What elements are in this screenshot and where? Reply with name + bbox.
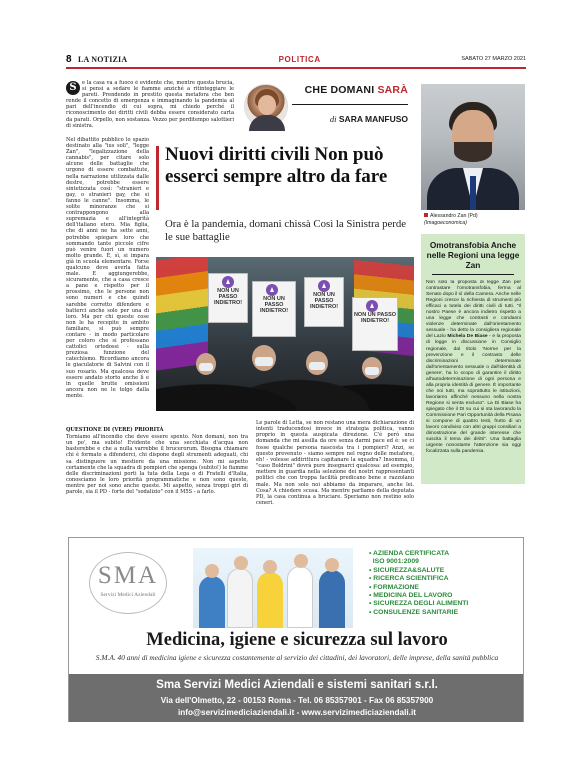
section-label: POLITICA	[278, 54, 321, 64]
advertisement[interactable]	[68, 537, 524, 722]
sidebar-title-rule	[432, 274, 514, 275]
ad-service-item: • SICUREZZA&SALUTE	[369, 566, 445, 574]
ad-service-item: • FORMAZIONE	[369, 583, 419, 591]
ad-tagline: S.M.A. 40 anni di medicina igiene e sicurezza costantemente al servizio dei cittadini, dei lavoratori, delle imprese, della sanità pubblica	[95, 653, 499, 662]
face-mask	[365, 367, 379, 375]
face-mask	[309, 362, 325, 370]
ad-service-item: • MEDICINA DEL LAVORO	[369, 592, 453, 600]
rubric-prefix: CHE DOMANI	[304, 84, 378, 96]
caption-marker-icon	[424, 213, 428, 217]
face-mask	[255, 357, 273, 366]
rubric-rule	[292, 104, 408, 105]
photo-caption	[424, 213, 524, 226]
column-middle-text: Torniamo all'incendio che deve essere spento. Non domani, non tra un po', ma subito! Evidente che una secchiata d'acqua non basterebbe e che a nulla varrebbe il brucerorum. Bisogna chiamare chi è formato a difenderci, chi dispone degli strumenti adeguati, chi sa distinguere un mestiere da una missione. Non mi aspetto certamente che la squadra di pompieri che spenga (subito!) le fiamme delle discriminazioni porti la tuta della Lega o di Fratelli d'Italia, conosciamo le loro priorità programmatiche e non sono queste, mentre per noi sono anche queste. Mi aspetto, senza troppi giri di parole, sia il PD - forte del "sodalizio" con il M5S - a farlo.	[66, 434, 248, 496]
column-left-text: Nel dibattito pubblico lo spazio destinato alla "ius soli", "legge Zan", "legalizzazione della cannabis", per citare solo alcune delle battaglie che urgono di essere combattute, nella narrazione utilizzata dalle destre, potrebbe essere sintetizzata così: "stranieri e gay, o stranieri gay, che si fanno le canne". Insomma, le solite minoranze che si contrappongono alla supremazia e all'integrità dell'italiano etero. Mia figlia, che di anni ne ha sette anni, potrebbe spiegare loro che sommando tante piccole cifre può venire fuori un numero molto grande. È, sì, si impara già in scuola elementare. Forse qualcuno deve averla fatta male. E aggiungerebbe, sicuramente, che a casa cresce a pane e rispetto per il prossimo, che le persone non sono numeri e che quindi sarebbe corretto difendere e batterci anche solo per una di loro. Ma per chi queste cose non le ha recepite in ambito familiare, si può sempre contare - in modo particolare per coloro che si professano cattolici ortodossi - sulla preziosa funzione del catechismo. Ricordiamo ancora le giaculatorie di Salvini con il suo rosario. Ma qualcosa deve essere andato storto anche lì e in quelle brutte omissioni ancora non ne le tolgo dalla mente.	[66, 137, 149, 399]
author-name: SARA MANFUSO	[338, 114, 408, 124]
ad-slogan: Medicina, igiene e sicurezza sul lavoro	[146, 630, 448, 650]
article-column-right	[256, 420, 414, 526]
sidebar-text	[426, 280, 521, 480]
ad-service-item: ISO 9001:2009	[369, 558, 419, 566]
intro-text: e la casa va a fuoco è evidente che, mentre questa brucia, si pensi a sedare le fiamme anziché a ritinteggiare le pareti. Prendendo in prestito questa metafora che ben rende il concetto di emergenza e immaginando la pandemia al pari dell'incendio di cui sopra, mi chiedo perché il riconoscimento dei diritti civili debba essere considerato carta da parati. Orpello, non sostanza. Vezzo per perditempo salottieri di sinistra.	[66, 80, 234, 129]
politician-photo	[421, 84, 525, 210]
newspaper-logo: LA NOTIZIA	[78, 54, 128, 64]
ad-service-item: • SICUREZZA DEGLI ALIMENTI	[369, 600, 469, 608]
sidebar-text-end: - e la proposta di legge in discussione in Consiglio regionale, dal titolo 'Norme per la prevenzione e il contrasto delle discriminazioni determinate dall'orientamento sessuale o dall'identità di genere', ha lo scopo di garantire il diritto all'autodeterminazione di ogni persona e alla propria identità di genere. È importante che noi tutti, ma soprattutto le istituzioni, lavoriamo affinché nessuno nella nostra Regione si senta escluso". La Di Biase ha spiegato che il DI su cui si sta lavorando la Commissione Pari Opportunità della Pisana si compone di quattro testi, frutto di un lavoro condiviso con altri gruppi consiliari a dimostrazione del grande interesse che suscita il tema dei diritti". Una battaglia urgente nonostante l'attenzione sia oggi focalizzata sulla pandemia.	[426, 334, 521, 455]
protest-sign: NON UN PASSO INDIETRO!	[352, 297, 398, 351]
sidebar-bold-name: Michela De Biase	[447, 334, 488, 340]
rubric-accent: SARÀ	[377, 84, 408, 96]
ad-address: Via dell'Olmetto, 22 - 00153 Roma - Tel. 06 85357901 - Fax 06 85357900	[160, 696, 434, 705]
column-right-text: Le parole di Letta, se non restano una mera dichiarazione di intenti traducendosi invece in strategia politica, vanno proprio in questa auspicata direzione. C'è però una domanda che mi assilla da ore senza darmi pace ed è: se ci fosse qualche persona nascosta tra i pompieri? Anzi, se questo prevenuto - siamo sempre nel regno delle metafore, eh! - volesse addirittura capitanare la squadra? Insomma, il "caso Boldrini" dovrà pure insegnarci qualcosa: ad esempio, mettere in guardia nella selezione dei nostri rappresentanti politici che con troppa facilità predicano bene e razzolano male. Ma non solo noi abbiamo da imparare, anche lei. Cosa? A chiedere scusa. Ma mentre parliamo della deputata PD, la casa continua a bruciare. Speriamo non restino solo ceneri.	[256, 420, 414, 507]
article-column-left	[66, 137, 149, 424]
face-mask	[199, 363, 213, 371]
header-rule	[66, 67, 526, 69]
section-subtitle: QUESTIONE DI (VERE) PRIORITÀ	[66, 427, 164, 433]
byline	[300, 114, 408, 124]
ad-contact-links[interactable]: info@servizimediciaziendali.it - www.servizimediciaziendali.it	[178, 708, 416, 717]
ad-company-name: Sma Servizi Medici Aziendali e sistemi sanitari s.r.l.	[156, 678, 438, 691]
byline-prefix: di	[329, 114, 337, 124]
ad-service-item: • CONSULENZE SANITARIE	[369, 608, 459, 616]
headline-text: Nuovi diritti civili Non può esserci sempre altro da fare	[165, 144, 388, 187]
protest-photo	[156, 257, 414, 411]
ad-logo-text: SMA	[97, 562, 159, 589]
logo-ring-icon	[89, 552, 167, 614]
ad-service-item: • RICERCA SCIENTIFICA	[369, 575, 449, 583]
ad-logo-subtitle: Servizi Medici Aziendali	[100, 592, 156, 598]
ad-service-item: • AZIENDA CERTIFICATA	[369, 550, 450, 557]
medical-staff-photo	[193, 548, 353, 628]
article-intro	[66, 80, 234, 136]
caption-name: Alessandro Zan (Pd)	[430, 213, 478, 219]
column-rubric	[292, 84, 408, 102]
ad-logo	[81, 548, 175, 634]
caption-credit: (Imagoeconomica)	[424, 219, 467, 226]
ad-services-list	[369, 550, 519, 617]
sidebar-title: Omotransfobia Anche nelle Regioni una legge Zan	[426, 240, 520, 270]
page-header	[66, 52, 526, 66]
protest-sign: NON UN PASSO INDIETRO!	[208, 273, 248, 323]
author-avatar	[244, 84, 288, 128]
protest-sign: NON UN PASSO INDIETRO!	[252, 281, 296, 337]
page-number: 8	[66, 53, 72, 65]
protest-sign: NON UN PASSO INDIETRO!	[304, 277, 344, 327]
article-subhead: Ora è la pandemia, domani chissà Così la Sinistra perde le sue battaglie	[165, 218, 407, 243]
drop-cap: S	[66, 81, 80, 95]
headline-accent-bar	[156, 146, 159, 210]
issue-date: SABATO 27 MARZO 2021	[461, 56, 526, 62]
article-column-middle	[66, 434, 248, 526]
sidebar-text-start: Non solo la proposta di legge Zan per contrastare l'omotransfobia, ferma al Senato dopo il sì della Camera. Anche nelle Regioni cresce la richiesta di strumenti più efficaci a tutela dei diritti civili di tutti. "Il nostro Paese è ancora indietro rispetto a una legge che contrasti e condanni violenze determinate dall'orientamento sessuale - ha detto la consigliera regionale del Lazio	[426, 280, 521, 340]
article-headline	[156, 144, 414, 188]
